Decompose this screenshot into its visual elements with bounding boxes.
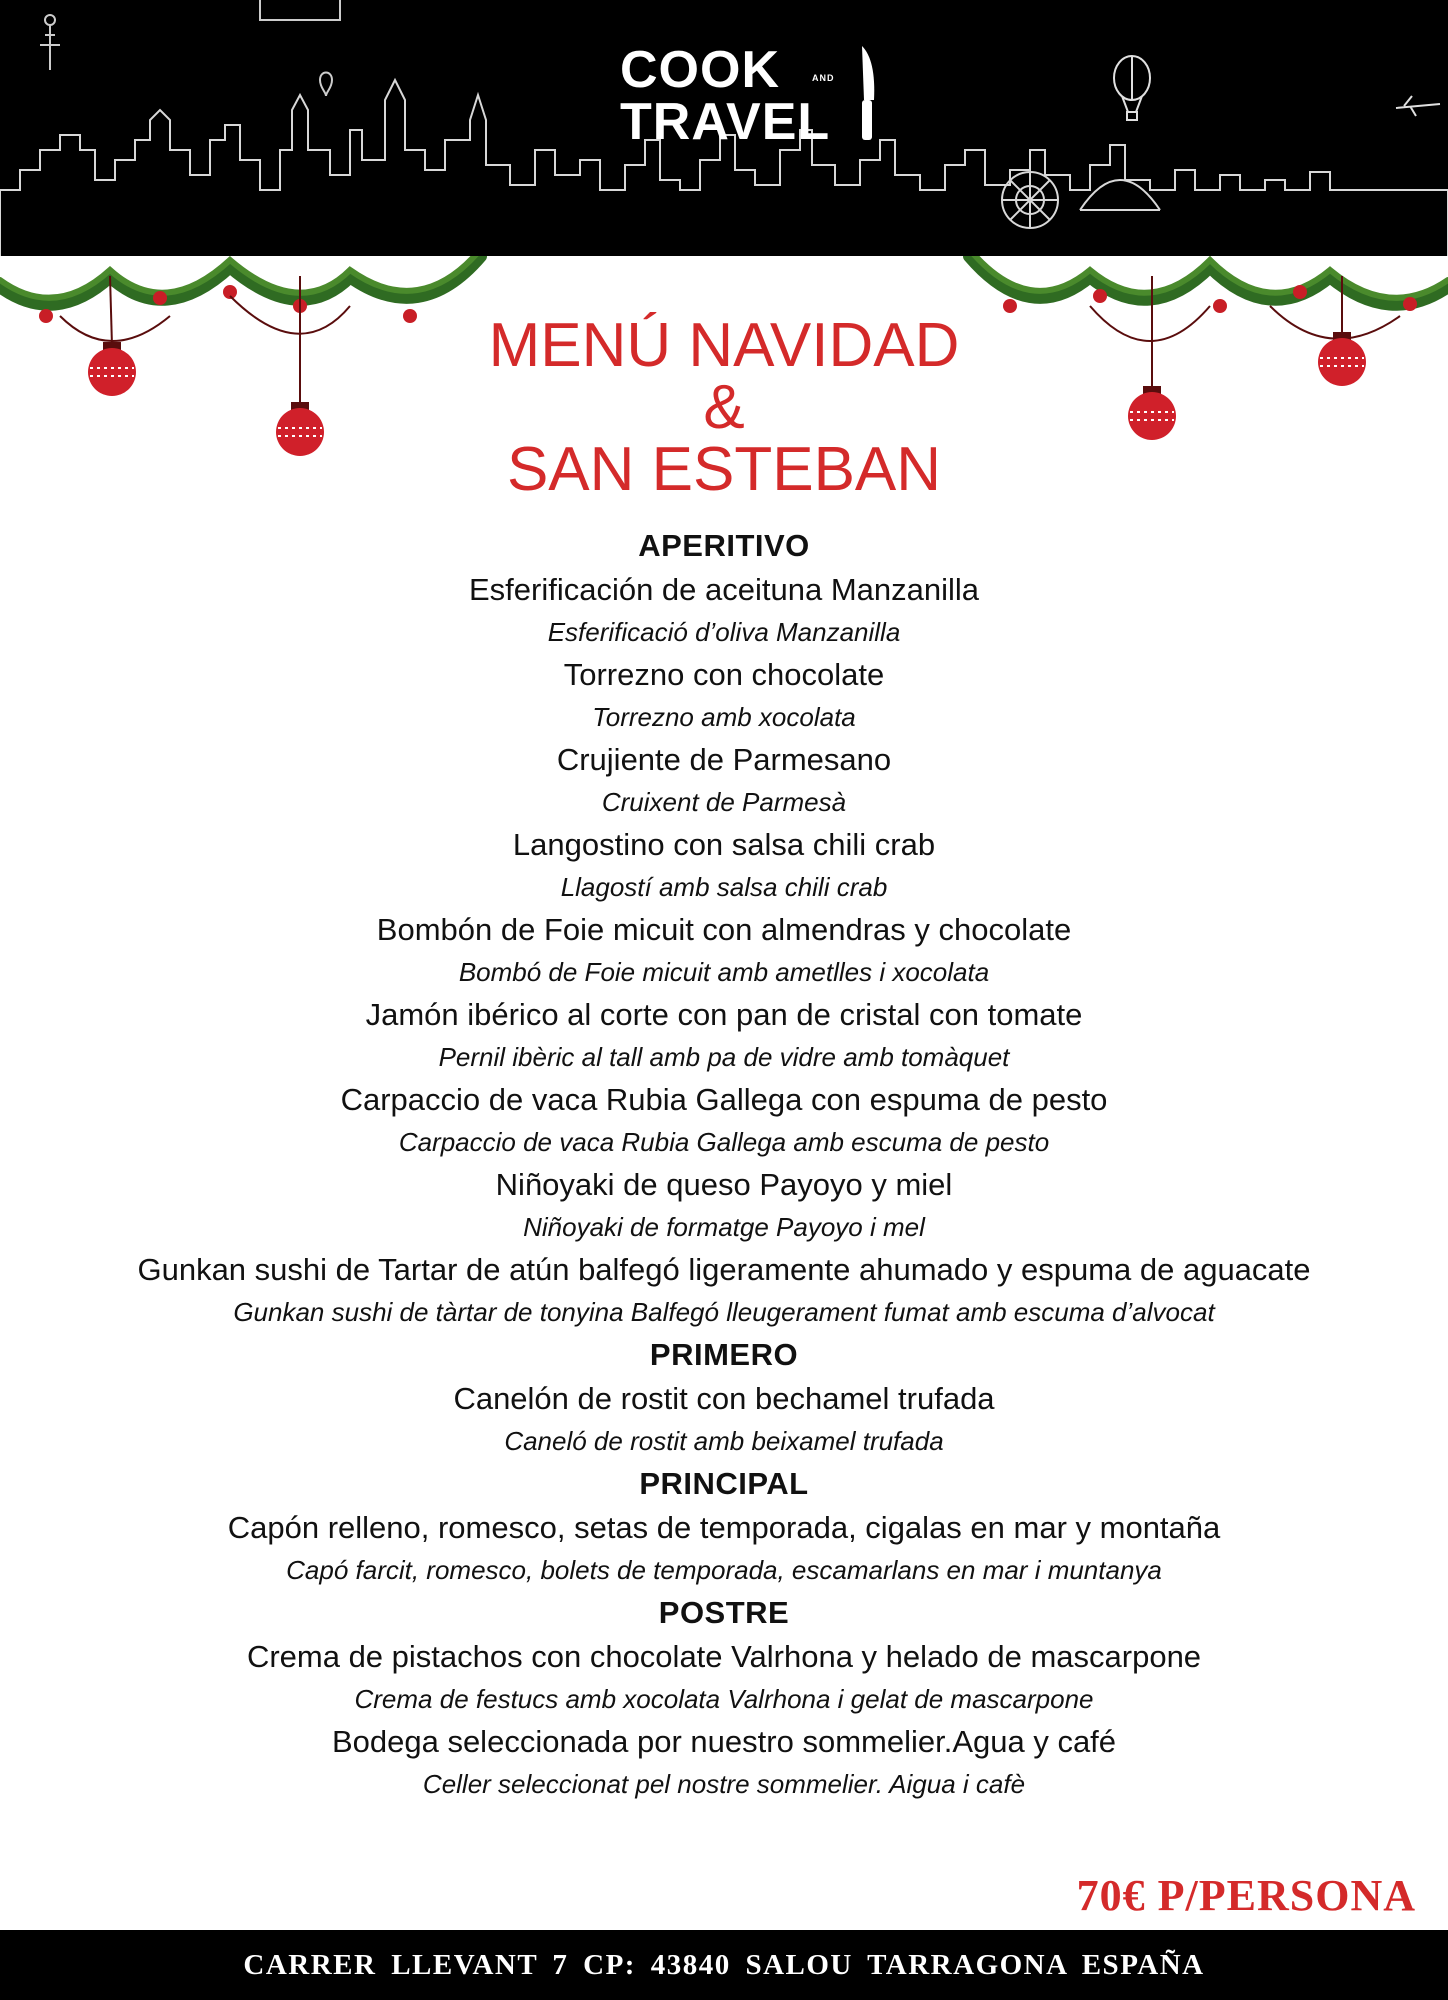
dish-translation: Capó farcit, romesco, bolets de temporada, escamarlans en mar i muntanya xyxy=(286,1555,1162,1585)
menu-title xyxy=(0,311,1448,504)
brand-line1: COOK xyxy=(620,41,780,99)
dish-name: Capón relleno, romesco, setas de temporada, cigalas en mar y montaña xyxy=(227,1510,1221,1545)
menu-body xyxy=(0,524,1448,1805)
dish-translation: Pernil ibèric al tall amb pa de vidre amb tomàquet xyxy=(438,1042,1010,1072)
brand-logo xyxy=(620,41,880,154)
dish-name: Canelón de rostit con bechamel trufada xyxy=(453,1381,995,1416)
dish-translation: Carpaccio de vaca Rubia Gallega amb escuma de pesto xyxy=(398,1127,1050,1157)
dish-translation: Celler seleccionat pel nostre sommelier. Aigua i cafè xyxy=(422,1769,1026,1799)
dish-translation: Cruixent de Parmesà xyxy=(601,787,847,817)
section-heading-postre: POSTRE xyxy=(658,1595,790,1630)
section-heading-primero: PRIMERO xyxy=(649,1337,799,1372)
dish-name: Crujiente de Parmesano xyxy=(556,742,892,777)
dish-translation: Niñoyaki de formatge Payoyo i mel xyxy=(523,1212,925,1242)
dish-name: Torrezno con chocolate xyxy=(563,657,885,692)
section-heading-principal: PRINCIPAL xyxy=(639,1466,809,1501)
dish-translation: Gunkan sushi de tàrtar de tonyina Balfegó lleugerament fumat amb escuma d’alvocat xyxy=(233,1297,1215,1327)
dish-name: Bombón de Foie micuit con almendras y chocolate xyxy=(376,912,1072,947)
dish-name: Langostino con salsa chili crab xyxy=(512,827,936,862)
dish-translation: Llagostí amb salsa chili crab xyxy=(560,872,888,902)
dish-translation: Caneló de rostit amb beixamel trufada xyxy=(504,1426,944,1456)
dish-name: Crema de pistachos con chocolate Valrhona y helado de mascarpone xyxy=(246,1639,1202,1674)
price-per-person: 70€ P/PERSONA xyxy=(1076,1871,1416,1920)
header-banner xyxy=(0,0,1448,256)
dish-name: Carpaccio de vaca Rubia Gallega con espuma de pesto xyxy=(340,1082,1108,1117)
dish-name: Gunkan sushi de Tartar de atún balfegó ligeramente ahumado y espuma de aguacate xyxy=(137,1252,1311,1287)
dish-name: Niñoyaki de queso Payoyo y miel xyxy=(495,1167,953,1202)
section-heading-aperitivo: APERITIVO xyxy=(638,528,810,563)
menu-title-line2: & xyxy=(703,373,745,442)
dish-name: Esferificación de aceituna Manzanilla xyxy=(468,572,980,607)
airplane-icon xyxy=(1396,96,1440,116)
brand-line2: TRAVEL xyxy=(620,93,831,151)
brand-small: AND xyxy=(812,73,835,83)
dish-name: Jamón ibérico al corte con pan de cristal con tomate xyxy=(365,997,1083,1032)
dish-translation: Bombó de Foie micuit amb ametlles i xocolata xyxy=(458,957,990,987)
address-footer: CARRER LLEVANT 7 CP: 43840 SALOU TARRAGONA ESPAÑA xyxy=(0,1930,1448,2000)
menu-title-line1: MENÚ NAVIDAD xyxy=(488,311,960,380)
hot-air-balloon-icon xyxy=(1114,56,1150,120)
menu-title-line3: SAN ESTEBAN xyxy=(506,435,942,504)
dish-translation: Esferificació d’oliva Manzanilla xyxy=(547,617,901,647)
dish-translation: Crema de festucs amb xocolata Valrhona i gelat de mascarpone xyxy=(354,1684,1094,1714)
dish-translation: Torrezno amb xocolata xyxy=(592,702,856,732)
dish-name: Bodega seleccionada por nuestro sommelier.Agua y café xyxy=(331,1724,1117,1759)
